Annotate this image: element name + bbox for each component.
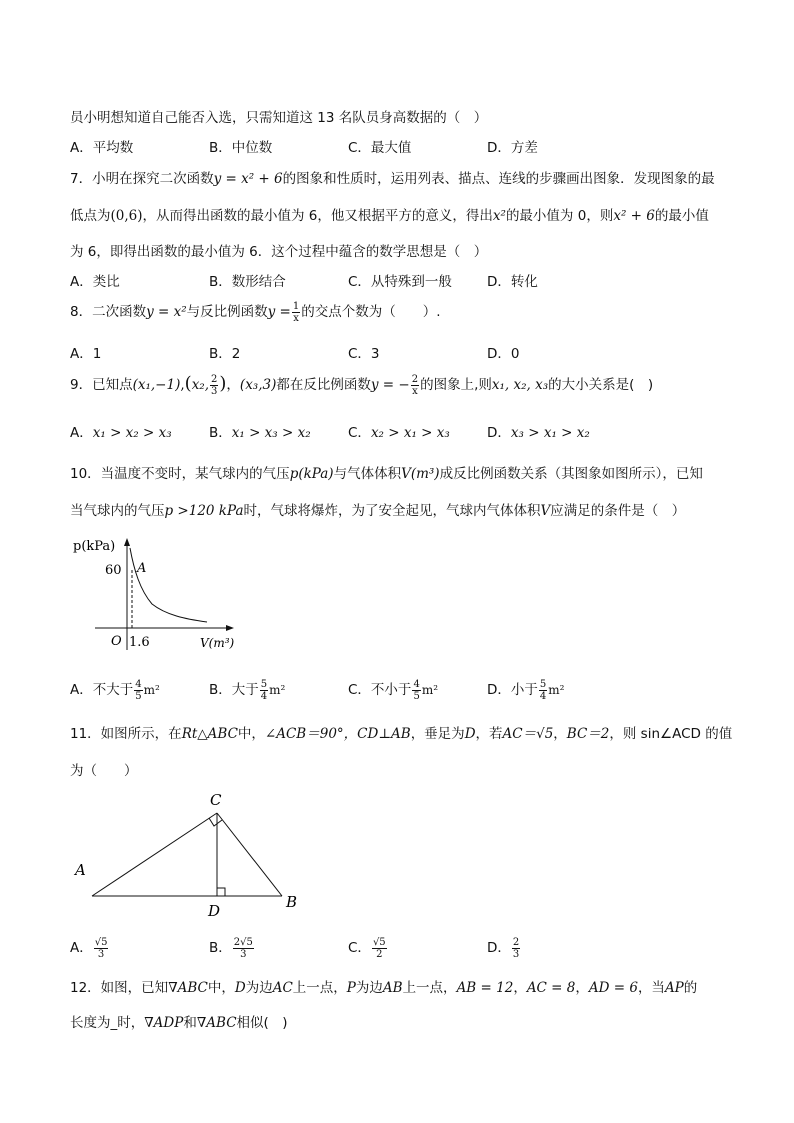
- y-axis-arrow: [124, 538, 130, 546]
- tick-60: 60: [105, 563, 122, 578]
- q9-point2-fraction: $\frac{2}{3}$: [211, 373, 218, 397]
- q11-stem-line2: 为（ ）: [70, 763, 138, 779]
- q11-option-c[interactable]: C． $\frac{√5}{2}$: [348, 936, 386, 960]
- q11-stem-line1: 11．如图所示，在Rt△ABC中，∠ACB＝90°，CD⊥AB，垂足为D，若AC＝√5，BC＝2，则 sin∠ACD 的值: [70, 726, 733, 742]
- vertex-b-label: B: [286, 893, 298, 911]
- q10-stem-line2: 当气球内的气压p >120 kPa时，气球将爆炸，为了安全起见，气球内气体体积V应满足的条件是（ ）: [70, 503, 686, 519]
- right-angle-c: [209, 818, 222, 826]
- q8-stem: 8．二次函数y = x²与反比例函数y = $\frac{1}{x}$ 的交点个数为（ ）.: [70, 300, 441, 324]
- q12-stem-line1: 12．如图，已知∇ABC中，D为边AC上一点，P为边AB上一点，AB = 12，AC = 8，AD = 6，当AP的: [70, 980, 698, 996]
- q9-option-b[interactable]: B．x₁ > x₃ > x₂: [209, 425, 311, 441]
- q8-option-d[interactable]: D．0: [487, 346, 520, 362]
- vertex-a-label: A: [75, 861, 86, 879]
- right-angle-d: [217, 888, 225, 896]
- q10-pressure-volume-graph: [70, 530, 250, 655]
- q7-option-d[interactable]: D．转化: [487, 274, 538, 290]
- q11-option-d[interactable]: D． $\frac{2}{3}$: [487, 936, 520, 960]
- q7-stem-line3: 为 6，即得出函数的最小值为 6．这个过程中蕴含的数学思想是（ ）: [70, 244, 488, 260]
- q6-option-b[interactable]: B．中位数: [209, 140, 273, 156]
- q7-stem-line2: 低点为(0,6)，从而得出函数的最小值为 6，他又根据平方的意义，得出x²的最小值为 0，则x² + 6的最小值: [70, 208, 709, 224]
- q7-option-b[interactable]: B．数形结合: [209, 274, 286, 290]
- q9-fraction: $\frac{2}{x}$: [411, 373, 419, 397]
- q10-option-c[interactable]: C．不小于 $\frac{4}{5}$ m²: [348, 678, 439, 702]
- origin-label: O: [111, 634, 122, 649]
- q11-triangle-figure: [65, 785, 315, 925]
- q9-option-c[interactable]: C．x₂ > x₁ > x₃: [348, 425, 450, 441]
- inverse-curve: [130, 548, 207, 622]
- x-axis-label: V(m³): [200, 636, 235, 650]
- q7-option-a[interactable]: A．类比: [70, 274, 120, 290]
- point-a-label: A: [137, 561, 147, 576]
- q8-option-b[interactable]: B．2: [209, 346, 241, 362]
- q8-option-a[interactable]: A．1: [70, 346, 102, 362]
- q9-stem: 9．已知点(x₁,−1),(x₂, $\frac{2}{3}$ )，(x₃,3)都在反比例函数y = − $\frac{2}{x}$ 的图象上,则x₁, x₂, x₃的大小关系是( ): [70, 373, 654, 397]
- q10-option-a[interactable]: A．不大于 $\frac{4}{5}$ m²: [70, 678, 160, 702]
- q6-option-a[interactable]: A．平均数: [70, 140, 134, 156]
- foot-d-label: D: [208, 902, 221, 920]
- q6-option-d[interactable]: D．方差: [487, 140, 538, 156]
- side-cb: [217, 813, 282, 896]
- q9-option-d[interactable]: D．x₃ > x₁ > x₂: [487, 425, 590, 441]
- y-axis-label: p(kPa): [73, 539, 116, 554]
- tick-1-6: 1.6: [129, 635, 150, 650]
- q11-option-b[interactable]: B． $\frac{2√5}{3}$: [209, 936, 253, 960]
- q10-stem-line1: 10．当温度不变时，某气球内的气压p(kPa)与气体体积V(m³)成反比例函数关系（其图象如图所示），已知: [70, 466, 703, 482]
- q8-option-c[interactable]: C．3: [348, 346, 380, 362]
- q10-option-b[interactable]: B．大于 $\frac{5}{4}$ m²: [209, 678, 286, 702]
- q12-stem-line2: 长度为_时，∇ADP和∇ABC相似( ): [70, 1015, 288, 1031]
- q10-option-d[interactable]: D．小于 $\frac{5}{4}$ m²: [487, 678, 565, 702]
- q11-option-a[interactable]: A． $\frac{√5}{3}$: [70, 936, 108, 960]
- q6-option-c[interactable]: C．最大值: [348, 140, 412, 156]
- q7-option-c[interactable]: C．从特殊到一般: [348, 274, 452, 290]
- q7-stem-line1: 7．小明在探究二次函数y = x² + 6的图象和性质时，运用列表、描点、连线的步骤画出图象．发现图象的最: [70, 171, 715, 187]
- q9-option-a[interactable]: A．x₁ > x₂ > x₃: [70, 425, 172, 441]
- q6-stem: 员小明想知道自己能否入选，只需知道这 13 名队员身高数据的（ ）: [70, 110, 488, 126]
- x-axis-arrow: [226, 625, 234, 631]
- vertex-c-label: C: [210, 791, 222, 809]
- side-ac: [92, 813, 217, 896]
- q8-fraction: $\frac{1}{x}$: [292, 300, 300, 324]
